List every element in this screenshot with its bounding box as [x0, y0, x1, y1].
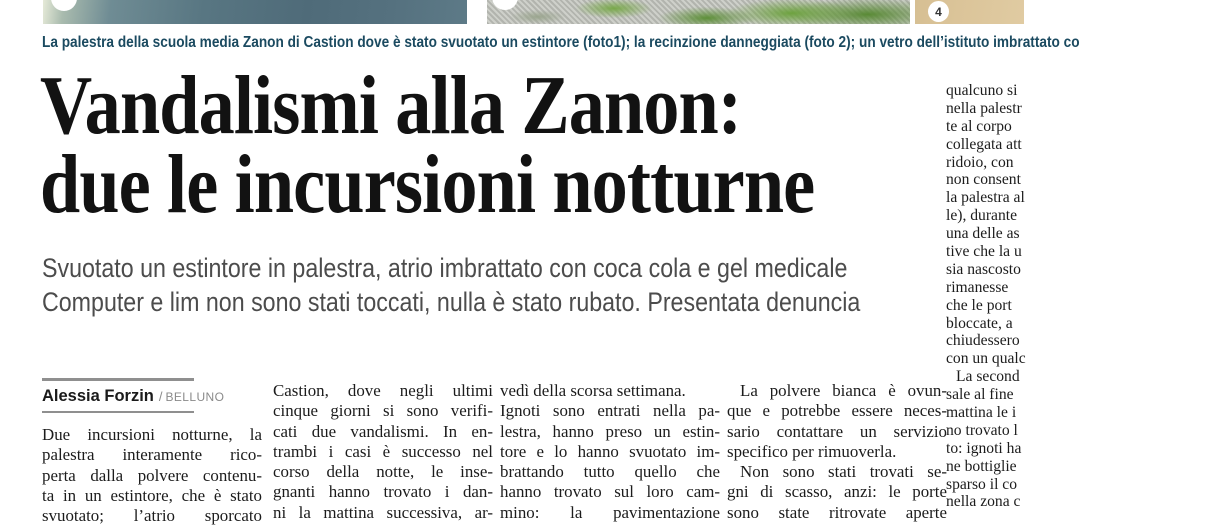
body-line: hanno trovato sul loro cam- [500, 482, 720, 502]
body-line: rimanesse [946, 278, 1009, 296]
body-line: tore e lo hanno svuotato im- [500, 441, 720, 461]
byline-rule-top [42, 378, 194, 381]
body-line: sparso il co [946, 475, 1018, 493]
body-line: ne bottiglie [946, 457, 1017, 475]
body-line: ni la mattina successiva, ar- [273, 502, 493, 522]
body-line: cati due vandalismi. In en- [273, 421, 493, 441]
photo-caption-text: La palestra della scuola media Zanon di Castion dove è stato svuotato un estintore (foto1); la recinzione danneggiata (foto 2); un vetro dell’istituto imbrattato co [42, 34, 1080, 51]
body-line: mino: la pavimentazione [500, 502, 720, 522]
body-line: chiudessero [946, 332, 1020, 350]
article-subhead [42, 251, 994, 319]
photo-number-badge-partial [51, 0, 77, 11]
body-line: Ignoti sono entrati nella pa- [500, 401, 720, 421]
body-line: Non sono stati trovati se- [740, 462, 947, 482]
body-column-3 [500, 381, 720, 523]
body-line: to: ignoti ha [946, 439, 1022, 457]
body-column-right-clipped [946, 82, 1058, 511]
body-line: che le port [946, 296, 1012, 314]
byline-separator: / [158, 389, 163, 404]
subhead-line-2: Computer e lim non sono stati toccati, nulla è stato rubato. Presentata denuncia [42, 287, 861, 317]
body-line: sia nascosto [946, 260, 1021, 278]
body-line: la palestra al [946, 189, 1025, 207]
body-line: sono state ritrovate aperte [727, 502, 947, 522]
body-line: lestra, hanno preso un estin- [500, 421, 720, 441]
body-line: palestra interamente rico- [42, 445, 262, 465]
body-line: La polvere bianca è ovun- [740, 381, 947, 400]
body-column-2 [273, 381, 493, 523]
byline-rule-bottom [42, 411, 194, 413]
body-line: bloccate, a [946, 314, 1013, 332]
body-line: trambi i casi è successo nel [273, 441, 493, 461]
body-line: vedì della scorsa settimana. [500, 381, 686, 400]
body-line: cinque giorni si sono verifi- [273, 401, 493, 421]
body-line: Due incursioni notturne, la [42, 425, 262, 444]
photo-fence [487, 0, 910, 24]
body-line: svuotato; l’atrio sporcato [42, 506, 262, 526]
body-column-1-text [42, 425, 262, 526]
photo-window [915, 0, 1024, 24]
body-line: mattina le i [946, 404, 1017, 422]
photo-caption [42, 33, 1080, 53]
body-line: sario contattare un servizio [727, 421, 947, 441]
body-line: specifico per rimuoverla. [727, 441, 897, 461]
body-line: collegata att [946, 135, 1022, 153]
body-line: ridoio, con [946, 153, 1014, 171]
body-line: una delle as [946, 225, 1020, 243]
byline-row [42, 386, 262, 406]
body-column-4 [727, 381, 947, 523]
body-line: La second [956, 368, 1020, 386]
body-line: gni di scasso, anzi: le porte [727, 482, 947, 502]
headline-line-1: Vandalismi alla Zanon: [40, 59, 742, 152]
body-line: tive che la u [946, 243, 1022, 261]
photo-number-badge-partial [492, 0, 518, 10]
body-line: non consent [946, 171, 1021, 189]
body-line: te al corpo [946, 117, 1012, 135]
headline-line-2: due le incursioni notturne [40, 138, 815, 231]
badge-number-label: 4 [935, 4, 942, 19]
body-line: nella zona c [946, 493, 1021, 511]
body-line: ta in un estintore, che è stato [42, 485, 262, 505]
photo-number-badge-4 [928, 1, 949, 22]
body-line: perta dalla polvere contenu- [42, 465, 262, 485]
body-line: sale al fine [946, 386, 1014, 404]
body-line: Castion, dove negli ultimi [273, 381, 493, 400]
body-line: nella palestr [946, 99, 1022, 117]
byline-block [42, 378, 262, 413]
subhead-line-1: Svuotato un estintore in palestra, atrio imbrattato con coca cola e gel medicale [42, 253, 848, 283]
body-line: gnanti hanno trovato i dan- [273, 482, 493, 502]
body-line: corso della notte, le inse- [273, 462, 493, 482]
photo-gym [43, 0, 467, 24]
byline-author: Alessia Forzin [42, 387, 154, 405]
article-headline [40, 59, 940, 231]
body-line: qualcuno si [946, 82, 1018, 99]
byline-location: BELLUNO [165, 390, 225, 404]
body-line: le), durante [946, 207, 1018, 225]
body-line: no trovato l [946, 421, 1018, 439]
body-line: con un qualc [946, 350, 1026, 368]
body-line: que e potrebbe essere neces- [727, 401, 947, 421]
body-line: brattando tutto quello che [500, 462, 720, 482]
body-column-1 [42, 378, 262, 526]
